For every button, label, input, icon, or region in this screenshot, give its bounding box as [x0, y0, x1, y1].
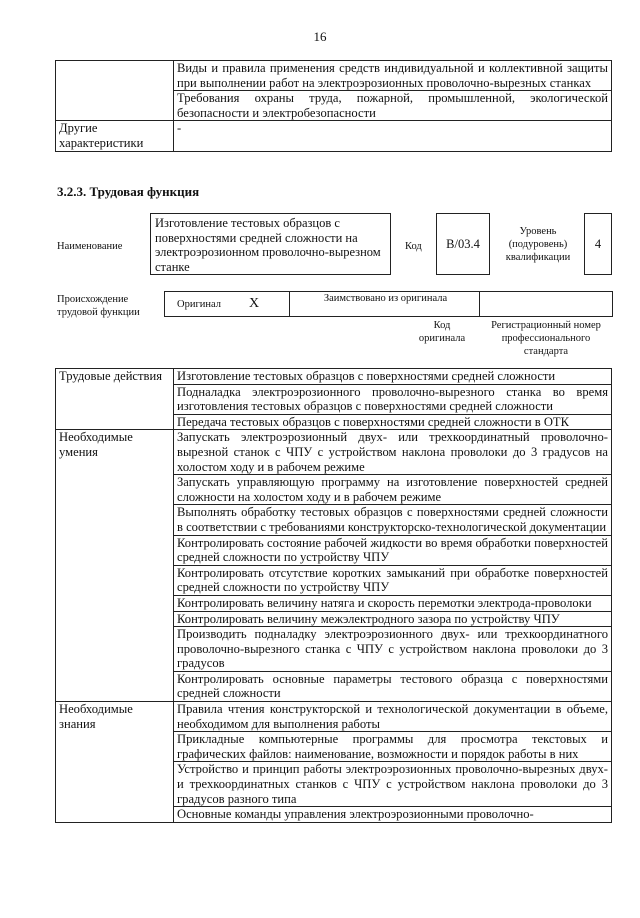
table-cell: Контролировать величину межэлектродного зазора по устройству ЧПУ [174, 611, 612, 627]
row-label [56, 61, 174, 121]
table-row [56, 430, 612, 475]
table-cell: Выполнять обработку тестовых образцов с поверхностями средней сложности в соответствии с требованиями конструкторско-технологической документации [174, 505, 612, 535]
function-details-table [55, 368, 612, 823]
reg-number-cell [479, 291, 613, 317]
code-label: Код [405, 241, 422, 252]
table-cell: Требования охраны труда, пожарной, промышленной, экологической безопасности и электробезопасности [174, 91, 612, 121]
table-cell: Контролировать отсутствие коротких замыканий при обработке поверхностей средней сложности по устройству ЧПУ [174, 565, 612, 595]
table-cell: Основные команды управления электроэрозионными проволочно- [174, 807, 612, 823]
table-row [56, 121, 612, 151]
table-cell: Правила чтения конструкторской и технологической документации в объеме, необходимом для выполнения работы [174, 702, 612, 732]
table-row [56, 702, 612, 732]
name-label: Наименование [57, 241, 123, 252]
level-label: Уровень (подуровень) квалификации [505, 226, 571, 263]
table-cell: - [174, 121, 612, 151]
original-label: Оригинал [177, 299, 221, 310]
code-original-label: Код оригинала [418, 320, 466, 344]
origin-label: Происхождение трудовой функции [57, 294, 140, 318]
table-cell: Контролировать состояние рабочей жидкости во время обработки поверхностей средней сложности по устройству ЧПУ [174, 535, 612, 565]
borrowed-label: Заимствовано из оригинала [323, 293, 448, 304]
original-cell [164, 291, 290, 317]
table-row [56, 369, 612, 385]
table-cell: Контролировать величину натяга и скорость перемотки электрода-проволоки [174, 595, 612, 611]
table-cell: Запускать электроэрозионный двух- или трехкоординатный проволочно-вырезной станок с ЧПУ с устройством наклона проволоки до 3 градусов на холостом ходу и в рабочем режиме [174, 430, 612, 475]
level-box: 4 [584, 213, 612, 275]
table-cell: Изготовление тестовых образцов с поверхностями средней сложности [174, 369, 612, 385]
table-cell: Запускать управляющую программу на изготовление поверхностей средней сложности на холостом ходу и в рабочем режиме [174, 475, 612, 505]
table-cell: Производить подналадку электроэрозионного двух- или трехкоординатного проволочно-вырезного станка с ЧПУ с устройством наклона проволоки до 3 градусов [174, 627, 612, 672]
section-label: Трудовые действия [56, 369, 174, 430]
function-code-box: В/03.4 [436, 213, 490, 275]
borrowed-cell [289, 291, 480, 317]
table-row [56, 61, 612, 91]
section-label: Необходимые умения [56, 430, 174, 702]
table-cell: Устройство и принцип работы электроэрозионных проволочно-вырезных двух- и трехкоординатных станков с ЧПУ с устройством наклона проволоки до 3 градусов разного типа [174, 762, 612, 807]
row-label: Другие характеристики [56, 121, 174, 151]
table-cell: Контролировать основные параметры тестового образца с поверхностями средней сложности [174, 671, 612, 701]
reg-number-label: Регистрационный номер профессионального стандарта [491, 320, 601, 357]
original-mark: X [249, 296, 260, 311]
function-name-box: Изготовление тестовых образцов с поверхностями средней сложности на электроэрозионном проволочно-вырезном станке [150, 213, 391, 275]
section-heading: 3.2.3. Трудовая функция [57, 184, 200, 199]
previous-function-table [55, 60, 612, 152]
table-cell: Передача тестовых образцов с поверхностями средней сложности в ОТК [174, 414, 612, 430]
page-number: 16 [313, 29, 327, 44]
origin-row [164, 291, 612, 317]
table-cell: Виды и правила применения средств индивидуальной и коллективной защиты при выполнении работ на электроэрозионных проволочно-вырезных станках [174, 61, 612, 91]
table-cell: Прикладные компьютерные программы для просмотра текстовых и графических файлов: наименование, возможности и порядок работы в них [174, 732, 612, 762]
section-label: Необходимые знания [56, 702, 174, 823]
table-cell: Подналадка электроэрозионного проволочно-вырезного станка во время изготовления тестовых образцов с поверхностями средней сложности [174, 384, 612, 414]
